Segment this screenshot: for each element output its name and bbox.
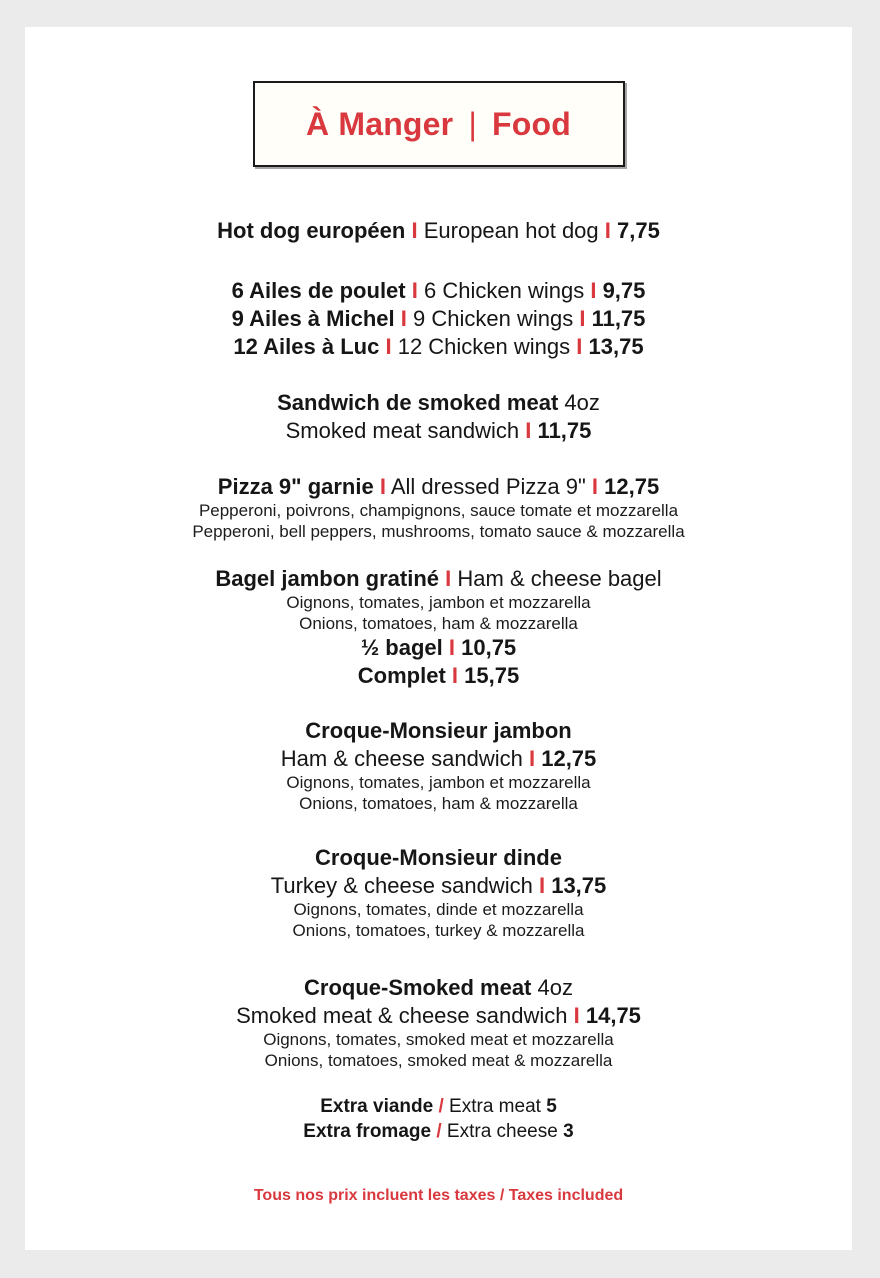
menu-header-box [253, 81, 625, 167]
menu-text-segment: Sandwich de smoked meat [277, 390, 559, 415]
price-separator: I [448, 635, 455, 660]
menu-text-segment: Turkey & cheese sandwich [270, 873, 533, 898]
menu-item-line [25, 872, 852, 900]
menu-item-description: Onions, tomatoes, turkey & mozzarella [292, 920, 585, 940]
menu-text-segment: 9,75 [602, 278, 646, 303]
menu-item-line [25, 565, 852, 593]
menu-text-segment: 6 Ailes de poulet [231, 278, 406, 303]
menu-text-segment: 12 Chicken wings [397, 334, 571, 359]
menu-text-segment: 9 Chicken wings [413, 306, 574, 331]
menu-item-line [25, 662, 852, 690]
menu-text-segment: All dressed Pizza 9" [390, 474, 586, 499]
price-separator: I [579, 306, 586, 331]
menu-item-description: Onions, tomatoes, ham & mozzarella [299, 613, 578, 633]
price-separator: I [525, 418, 532, 443]
menu-item-line [25, 974, 852, 1002]
menu-item-line [25, 305, 852, 333]
page-title [306, 106, 571, 143]
menu-text-segment: Ham & cheese sandwich [280, 746, 523, 771]
menu-text-segment: European hot dog [423, 218, 599, 243]
menu-section-croque-jambon [25, 717, 852, 814]
price-separator: I [576, 334, 583, 359]
menu-text-segment: 15,75 [464, 663, 520, 688]
price-separator: I [400, 306, 407, 331]
menu-text-segment: 11,75 [537, 418, 592, 443]
menu-text-segment: 6 Chicken wings [424, 278, 585, 303]
menu-text-segment: 5 [546, 1096, 557, 1117]
menu-text-segment: 3 [563, 1121, 574, 1142]
menu-item-description: Onions, tomatoes, smoked meat & mozzarella [264, 1050, 613, 1070]
menu-text-segment: Bagel jambon gratiné [215, 566, 440, 591]
menu-text-segment: 7,75 [617, 218, 660, 243]
price-separator: I [411, 218, 418, 243]
price-separator: I [528, 746, 536, 771]
menu-section-extras [25, 1094, 852, 1144]
price-separator: I [591, 474, 599, 499]
menu-text-segment: 12,75 [541, 746, 597, 771]
menu-item-description: Oignons, tomates, jambon et mozzarella [286, 773, 591, 792]
menu-text-segment: Extra viande [320, 1096, 434, 1117]
menu-item-description: Oignons, tomates, smoked meat et mozzarella [263, 1030, 614, 1049]
menu-text-segment: Hot dog européen [217, 218, 406, 243]
price-separator: I [445, 566, 452, 591]
menu-item-line [25, 745, 852, 773]
menu-section-croque-dinde [25, 844, 852, 941]
menu-text-segment: Pizza 9" garnie [217, 474, 374, 499]
menu-text-segment: 4oz [537, 975, 573, 1000]
title-separator: | [468, 105, 477, 142]
menu-item-line [25, 333, 852, 361]
page-title-english: Food [492, 105, 572, 142]
price-separator: I [538, 873, 546, 898]
menu-text-segment: 13,75 [551, 873, 607, 898]
menu-item-line [25, 1094, 852, 1119]
menu-item-description: Oignons, tomates, dinde et mozzarella [293, 900, 584, 919]
menu-item-line [25, 473, 852, 501]
menu-text-segment: 12,75 [604, 474, 660, 499]
menu-text-segment: 14,75 [585, 1003, 641, 1028]
menu-text-segment: Extra cheese [446, 1121, 558, 1142]
menu-item-description: Pepperoni, poivrons, champignons, sauce tomate et mozzarella [198, 501, 679, 520]
price-separator: I [573, 1003, 580, 1028]
menu-item-line [25, 717, 852, 745]
menu-section-hotdog [25, 217, 852, 245]
menu-text-segment: Smoked meat & cheese sandwich [236, 1003, 568, 1028]
menu-text-segment: 10,75 [461, 635, 517, 660]
menu-text-segment: Ham & cheese bagel [457, 566, 662, 591]
menu-section-smoked-sandwich [25, 389, 852, 445]
menu-text-segment: 4oz [564, 390, 600, 415]
menu-section-pizza [25, 473, 852, 542]
menu-item-line [25, 634, 852, 662]
menu-text-segment: Croque-Monsieur jambon [305, 718, 572, 743]
menu-text-segment: 9 Ailes à Michel [231, 306, 395, 331]
page-title-french: À Manger [305, 105, 454, 142]
price-separator: / [436, 1121, 442, 1142]
menu-text-segment: Croque-Monsieur dinde [315, 845, 562, 870]
menu-text-segment: Smoked meat sandwich [285, 418, 520, 443]
menu-text-segment: 11,75 [591, 306, 646, 331]
price-separator: I [385, 334, 392, 359]
menu-sections [25, 217, 852, 1144]
price-separator: I [451, 663, 459, 688]
menu-page [25, 27, 852, 1250]
menu-section-wings [25, 277, 852, 361]
menu-item-line [25, 389, 852, 417]
menu-text-segment: 13,75 [588, 334, 644, 359]
menu-item-line [25, 1002, 852, 1030]
menu-text-segment: Complet [357, 663, 446, 688]
menu-item-line [25, 277, 852, 305]
menu-item-description: Oignons, tomates, jambon et mozzarella [286, 593, 591, 612]
menu-section-croque-smoked [25, 974, 852, 1071]
tax-notice: Tous nos prix incluent les taxes / Taxes included [253, 1187, 624, 1204]
menu-item-line [25, 1119, 852, 1144]
menu-item-line [25, 217, 852, 245]
menu-item-description: Onions, tomatoes, ham & mozzarella [299, 793, 578, 813]
price-separator: I [379, 474, 386, 499]
menu-item-line [25, 844, 852, 872]
price-separator: / [438, 1096, 444, 1117]
menu-item-description: Pepperoni, bell peppers, mushrooms, tomato sauce & mozzarella [192, 521, 685, 541]
menu-section-bagel [25, 565, 852, 690]
menu-text-segment: Croque-Smoked meat [304, 975, 532, 1000]
price-separator: I [411, 278, 418, 303]
price-separator: I [604, 218, 611, 243]
menu-text-segment: 12 Ailes à Luc [233, 334, 380, 359]
menu-item-line [25, 417, 852, 445]
menu-text-segment: Extra meat [449, 1096, 541, 1117]
menu-text-segment: Extra fromage [303, 1121, 432, 1142]
price-separator: I [590, 278, 597, 303]
menu-text-segment: ½ bagel [360, 635, 443, 660]
